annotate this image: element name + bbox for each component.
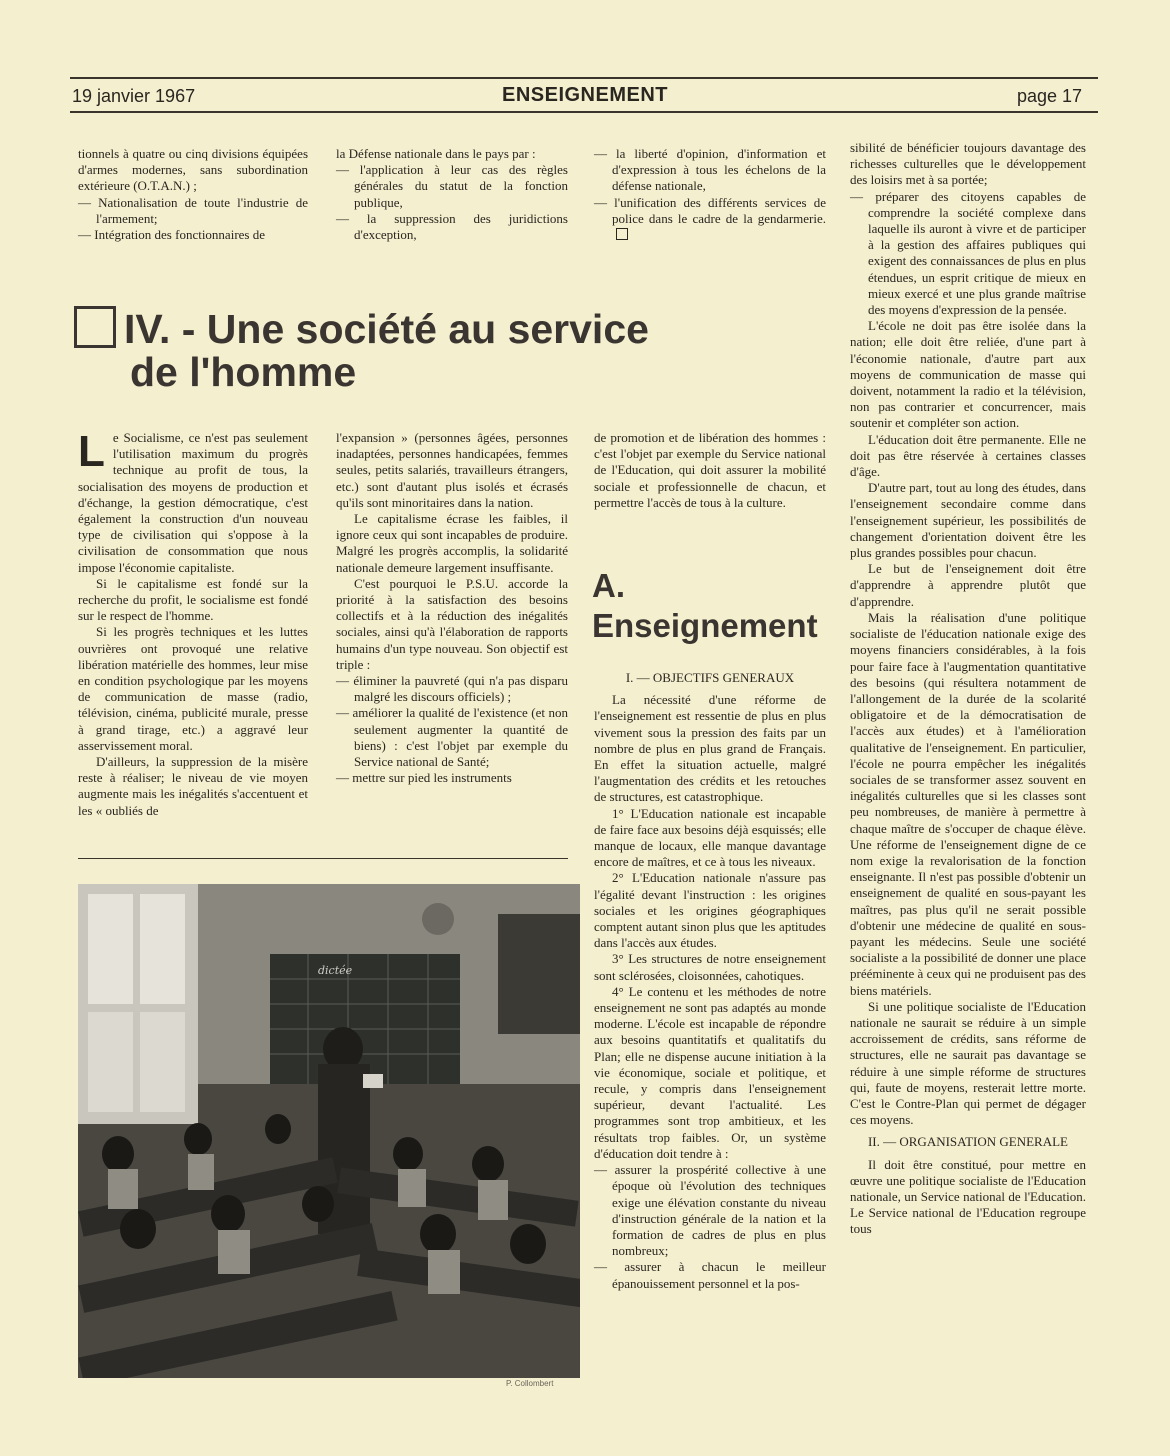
paragraph: Le but de l'enseignement doit être d'apprendre à apprendre plutôt que d'apprendre. [850, 561, 1086, 609]
paragraph: l'expansion » (personnes âgées, personnes inadaptées, personnes handicapées, femmes seules, petits salariés, travailleurs étrangers, etc.) sont d'autant plus isolés et écrasés qu'ils sont minoritaires dans la nation. [336, 430, 568, 510]
paragraph: 3° Les structures de notre enseignement sont sclérosées, cloisonnées, cahotiques. [594, 951, 826, 983]
headline-box-icon [74, 306, 116, 348]
paragraph: Le capitalisme écrase les faibles, il ignore ceux qui sont incapables de produire. Malgré les progrès accomplis, la solidarité nationale demeure largement insuffisante. [336, 511, 568, 575]
paragraph: la Défense nationale dans le pays par : [336, 146, 536, 161]
headline [74, 306, 649, 394]
top-column-1 [78, 146, 308, 243]
subheading: II. — ORGANISATION GENERALE [867, 1134, 1069, 1150]
top-column-2 [336, 146, 568, 243]
photo-credit: P. Collombert [506, 1379, 554, 1388]
paragraph: Si une politique socialiste de l'Education nationale ne saurait se réduire à un simple accroissement de crédits, sans réforme de structures, elle ne saurait pas davantage se réduire à une simple réforme de structures qui, faute de moyens, resterait lettre morte. C'est le Contre-Plan qui permet de dégager ces moyens. [850, 998, 1086, 1128]
paragraph: Il doit être constitué, pour mettre en œuvre une politique socialiste de l'Education nationale, un Service national de l'Education. Le Service national de l'Education regroupe tous [850, 1156, 1086, 1237]
article-column-2 [336, 430, 568, 786]
board-text: dictée [318, 964, 353, 977]
paragraph: — Intégration des fonctionnaires de [78, 227, 265, 243]
paragraph [594, 195, 826, 244]
paragraph: — préparer des citoyens capables de comprendre la société complexe dans laquelle ils auront à vivre et de participer à la gestion des affaires publiques qui exigent des connaissances de plus en plus étendues, un esprit critique de mieux en mieux exercé et une plus grande maîtrise des moyens d'expression de la pensée. [850, 188, 1086, 318]
paragraph: — assurer la prospérité collective à une époque où l'évolution des techniques exige une élévation constante du niveau d'instruction générale de la nation et la formation de cadres de plus en plus nombreux; [594, 1162, 826, 1259]
drop-cap: L [78, 427, 105, 476]
header-rule-top [70, 77, 1098, 79]
section-title: ENSEIGNEMENT [501, 84, 669, 106]
page-number: page 17 [1017, 86, 1083, 106]
paragraph: — mettre sur pied les instruments [336, 770, 512, 786]
paragraph: L'éducation doit être permanente. Elle ne doit pas être réservée à certaines classes d'âge. [850, 431, 1086, 480]
end-mark-icon [616, 228, 628, 240]
classroom-photo [78, 884, 580, 1378]
paragraph: — Nationalisation de toute l'industrie de l'armement; [78, 194, 308, 226]
paragraph: — éliminer la pauvreté (qui n'a pas disparu malgré les discours officiels) ; [336, 673, 568, 705]
header-rule-bottom [70, 111, 1098, 113]
issue-date: 19 janvier 1967 [72, 86, 196, 106]
lead-paragraph [78, 427, 308, 576]
paragraph: 4° Le contenu et les méthodes de notre enseignement ne sont pas adaptés au monde moderne. L'école est incapable de répondre aux besoins quantitatifs et qualitatifs du Plan; elle ne dispense aucune initiation à la vie économique, sociale et politique, et recule, y compris dans l'enseignement supérieur, devant l'actualité. Les programmes sont trop ambitieux, et les résultats trop faibles. Or, un système d'éducation doit tendre à : [594, 983, 826, 1161]
article-column-3-top [594, 430, 826, 511]
paragraph: 1° L'Education nationale est incapable de faire face aux besoins déjà esquissés; elle manque de locaux, elle manque davantage encore de maîtres, et ce à tous les niveaux. [594, 805, 826, 870]
paragraph: — améliorer la qualité de l'existence (et non seulement augmenter la quantité de biens) : c'est l'objet par exemple du Service national de Santé; [336, 705, 568, 770]
section-title: Enseignement [592, 607, 818, 644]
paragraph: — l'application à leur cas des règles générales du statut de la fonction publique, [336, 162, 568, 210]
paragraph: — assurer à chacun le meilleur épanouissement personnel et la pos- [594, 1259, 826, 1291]
paragraph: 2° L'Education nationale n'assure pas l'égalité devant l'instruction : les origines sociales et les origines géographiques comptent autant sinon plus que les aptitudes dans l'accès aux études. [594, 870, 826, 951]
paragraph: Mais la réalisation d'une politique socialiste de l'éducation nationale exige des moyens financiers considérables, à la fois pour faire face à l'augmentation quantitative des besoins (qui résultera notamment de l'allongement de la durée de la scolarité obligatoire et de la démocratisation de l'accès aux études) et à l'amélioration qualitative de l'enseignement. En particulier, l'école ne pourra empêcher les inégalités sociales de se transformer assez souvent en inégalités culturelles que si les classes sont peu nombreuses, de manière à permettre à chaque maître de s'occuper de chaque élève. Une réforme de l'enseignement digne de ce nom exige la revalorisation de la fonction enseignante. Il n'est pas possible d'obtenir un enseignement de qualité en sous-payant les maîtres, pas plus qu'il ne serait possible d'obtenir une médecine de qualité en sous-payant les médecins. Seule une société socialiste a la possibilité de donner une place prééminente à ceux qui ne produisent pas des biens matériels. [850, 609, 1086, 998]
article-column-4 [850, 140, 1086, 1238]
lead-text: e Socialisme, ce n'est pas seulement l'utilisation maximum du progrès technique au profit de tous, la socialisation des moyens de production et d'échange, la gestion démocratique, c'est également la construction d'un nouveau type de civilisation qui s'oppose à la civilisation de consommation que nous impose l'économie capitaliste. [78, 430, 308, 575]
paragraph: Si les progrès techniques et les luttes ouvrières ont provoqué une relative libération matérielle des hommes, leur mise en condition psychologique par les moyens de communication de masse (radio, télévision, cinéma, publicité murale, presse à grand tirage, etc.) a aggravé leur asservissement moral. [78, 624, 308, 753]
paragraph: — la suppression des juridictions d'exception, [336, 210, 568, 243]
paragraph: tionnels à quatre ou cinq divisions équipées d'armes modernes, sans subordination extérieure (O.T.A.N.) ; [78, 146, 308, 194]
classroom-photo-drawing [78, 884, 580, 1378]
article-column-1 [78, 427, 308, 819]
section-letter: A. [592, 567, 625, 604]
headline-line-2: de l'homme [130, 349, 357, 395]
paragraph-text: — l'unification des différents services de police dans le cadre de la gendarmerie. [594, 194, 826, 226]
top-column-3 [594, 146, 826, 243]
paragraph: Si le capitalisme est fondé sur la recherche du profit, le socialisme est fondé sur le respect de l'homme. [78, 575, 308, 624]
paragraph: L'école ne doit pas être isolée dans la nation; elle doit être reliée, d'une part à l'économie nationale, d'autre part aux moyens de communication de masse qui doivent, notamment la radio et la télévision, non pas contrarier et concurrencer, mais soutenir et compléter son action. [850, 318, 1086, 431]
paragraph: D'autre part, tout au long des études, dans l'enseignement secondaire comme dans l'enseignement supérieur, les possibilités de changement d'orientation doivent être les plus grandes possibles pour chacun. [850, 480, 1086, 561]
headline-line-1: IV. - Une société au service [124, 306, 649, 352]
subheading: I. — OBJECTIFS GENERAUX [625, 670, 795, 685]
photo-rule [78, 858, 568, 859]
paragraph: de promotion et de libération des hommes : c'est l'objet par exemple du Service national de l'Education, qui doit assurer la mobilité sociale et professionnelle de chacun, et permettre l'accès de tous à la culture. [594, 430, 826, 510]
paragraph: D'ailleurs, la suppression de la misère reste à réaliser; le niveau de vie moyen augmente mais les inégalités s'accentuent et les « oubliés de [78, 754, 308, 818]
paragraph: sibilité de bénéficier toujours davantage des richesses culturelles que le développement des loisirs met à sa portée; [850, 140, 1086, 188]
section-heading [592, 566, 818, 646]
paragraph: La nécessité d'une réforme de l'enseignement est ressentie de plus en plus vivement sous la pression des faits par un nombre de plus en plus grand de Français. En effet la situation actuelle, malgré l'augmentation des crédits et les retouches de structures, est catastrophique. [594, 692, 826, 805]
article-column-3 [594, 664, 826, 1292]
paragraph: C'est pourquoi le P.S.U. accorde la priorité à la satisfaction des besoins collectifs et à la réduction des inégalités sociales, ainsi qu'à l'élaboration de rapports humains d'un type nouveau. Son objectif est triple : [336, 575, 568, 672]
paragraph: — la liberté d'opinion, d'information et d'expression à tous les échelons de la défense nationale, [594, 146, 826, 194]
